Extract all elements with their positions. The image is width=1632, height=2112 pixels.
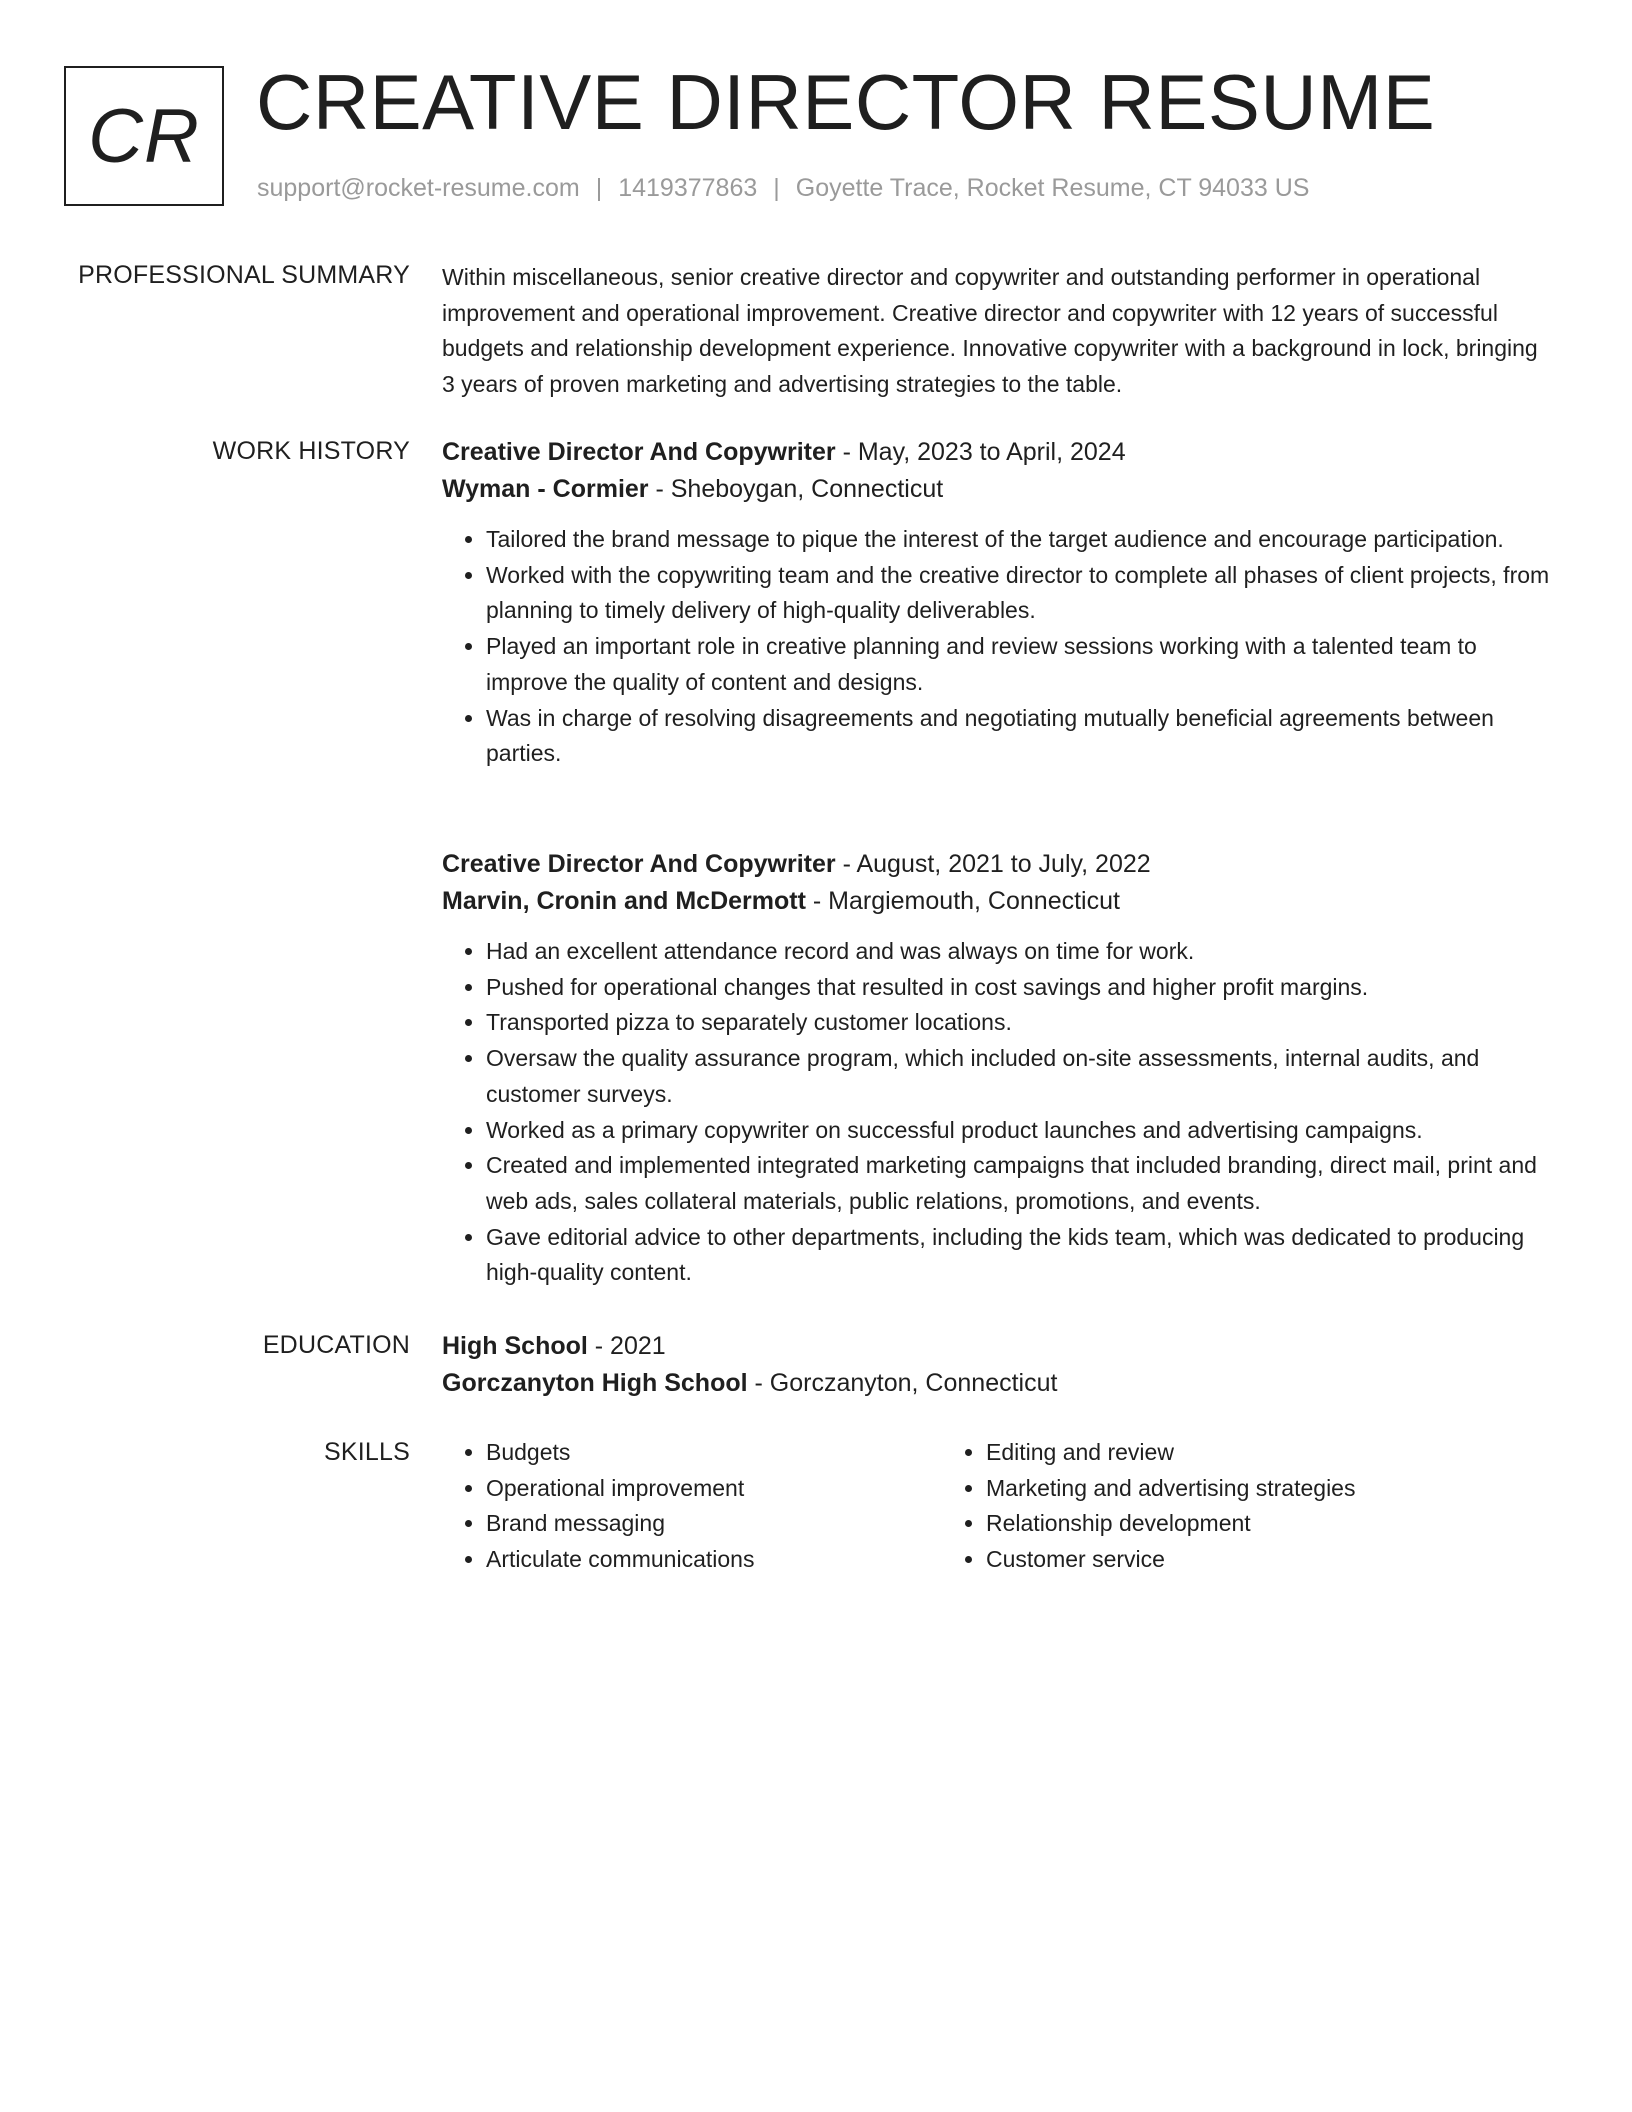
skill-item: • Editing and review [986,1435,1502,1471]
job-company-line [442,883,1552,920]
job-location: Sheboygan, Connecticut [670,475,944,503]
job-location: Margiemouth, Connecticut [828,887,1120,915]
list-item: • Created and implemented integrated marketing campaigns that included branding, direct mail, print and web ads, sales collateral materials, public relations, promotions, and events. [486,1148,1552,1219]
job-bullets [442,934,1552,1291]
education-year: 2021 [610,1332,666,1360]
contact-separator: | [595,174,603,202]
dash: - [747,1369,770,1397]
skills-columns [442,1435,1552,1578]
education-school-line [442,1365,1552,1402]
list-item: • Worked with the copywriting team and the creative director to complete all phases of client projects, from planning to timely delivery of high-quality deliverables. [486,558,1552,629]
list-item: • Pushed for operational changes that resulted in cost savings and higher profit margins. [486,970,1552,1006]
job-entry [442,434,1552,772]
education-location: Gorczanyton, Connecticut [769,1369,1058,1397]
list-item: • Oversaw the quality assurance program, which included on-site assessments, internal audits, and customer surveys. [486,1041,1552,1112]
list-item: • Played an important role in creative planning and review sessions working with a talented team to improve the quality of content and designs. [486,629,1552,700]
skill-item: • Budgets [486,1435,942,1471]
skills-column-left [442,1435,942,1578]
list-item: • Transported pizza to separately customer locations. [486,1005,1552,1041]
contact-line [257,172,1309,204]
list-item: • Worked as a primary copywriter on successful product launches and advertising campaigns. [486,1113,1552,1149]
section-label-summary: PROFESSIONAL SUMMARY [78,261,410,289]
skill-item: • Marketing and advertising strategies [986,1471,1502,1507]
job-title-line [442,846,1552,883]
skills-body [442,1435,1552,1578]
dash: - [805,887,829,915]
monogram-initials: CR [88,93,200,179]
job-entry [442,846,1552,1291]
summary-text: Within miscellaneous, senior creative director and copywriter and outstanding performer in operational improvement and operational improvement. Creative director and copywriter with 12 years of successful budgets and relationship development experience. Innovative copywriter with a background in lock, bringing 3 years of proven marketing and advertising strategies to the table. [442,264,1538,397]
education-degree: High School [442,1332,588,1360]
education-school: Gorczanyton High School [442,1369,748,1397]
list-item: • Gave editorial advice to other departments, including the kids team, which was dedicated to producing high-quality content. [486,1220,1552,1291]
skill-item: • Customer service [986,1542,1502,1578]
dash: - [648,475,671,503]
list-item: • Tailored the brand message to pique the interest of the target audience and encourage participation. [486,522,1552,558]
skills-column-right [942,1435,1502,1578]
skill-item: • Articulate communications [486,1542,942,1578]
resume-title: CREATIVE DIRECTOR RESUME [256,58,1436,146]
job-dates: August, 2021 to July, 2022 [856,850,1151,878]
job-company: Wyman - Cormier [442,475,649,503]
job-title: Creative Director And Copywriter [442,850,836,878]
contact-separator: | [773,174,780,202]
section-label-skills: SKILLS [324,1438,410,1466]
section-label-work-history: WORK HISTORY [212,437,410,465]
education-body [442,1328,1552,1402]
job-company: Marvin, Cronin and McDermott [442,887,806,915]
skill-item: • Operational improvement [486,1471,942,1507]
job-bullets [442,522,1552,772]
list-item: • Had an excellent attendance record and was always on time for work. [486,934,1552,970]
summary-body [442,260,1552,402]
skill-item: • Relationship development [986,1506,1502,1542]
dash: - [835,438,858,466]
contact-address: Goyette Trace, Rocket Resume, CT 94033 US [795,174,1310,202]
job-company-line [442,471,1552,508]
dash: - [835,850,857,878]
job-title-line [442,434,1552,471]
job-title: Creative Director And Copywriter [442,438,836,466]
section-label-education: EDUCATION [262,1331,410,1359]
monogram-box [64,66,224,206]
contact-phone[interactable]: 1419377863 [618,174,758,202]
skill-item: • Brand messaging [486,1506,942,1542]
education-degree-line [442,1328,1552,1365]
list-item: • Was in charge of resolving disagreements and negotiating mutually beneficial agreements between parties. [486,701,1552,772]
dash: - [587,1332,611,1360]
contact-email[interactable]: support@rocket-resume.com [257,174,580,202]
job-dates: May, 2023 to April, 2024 [857,438,1126,466]
